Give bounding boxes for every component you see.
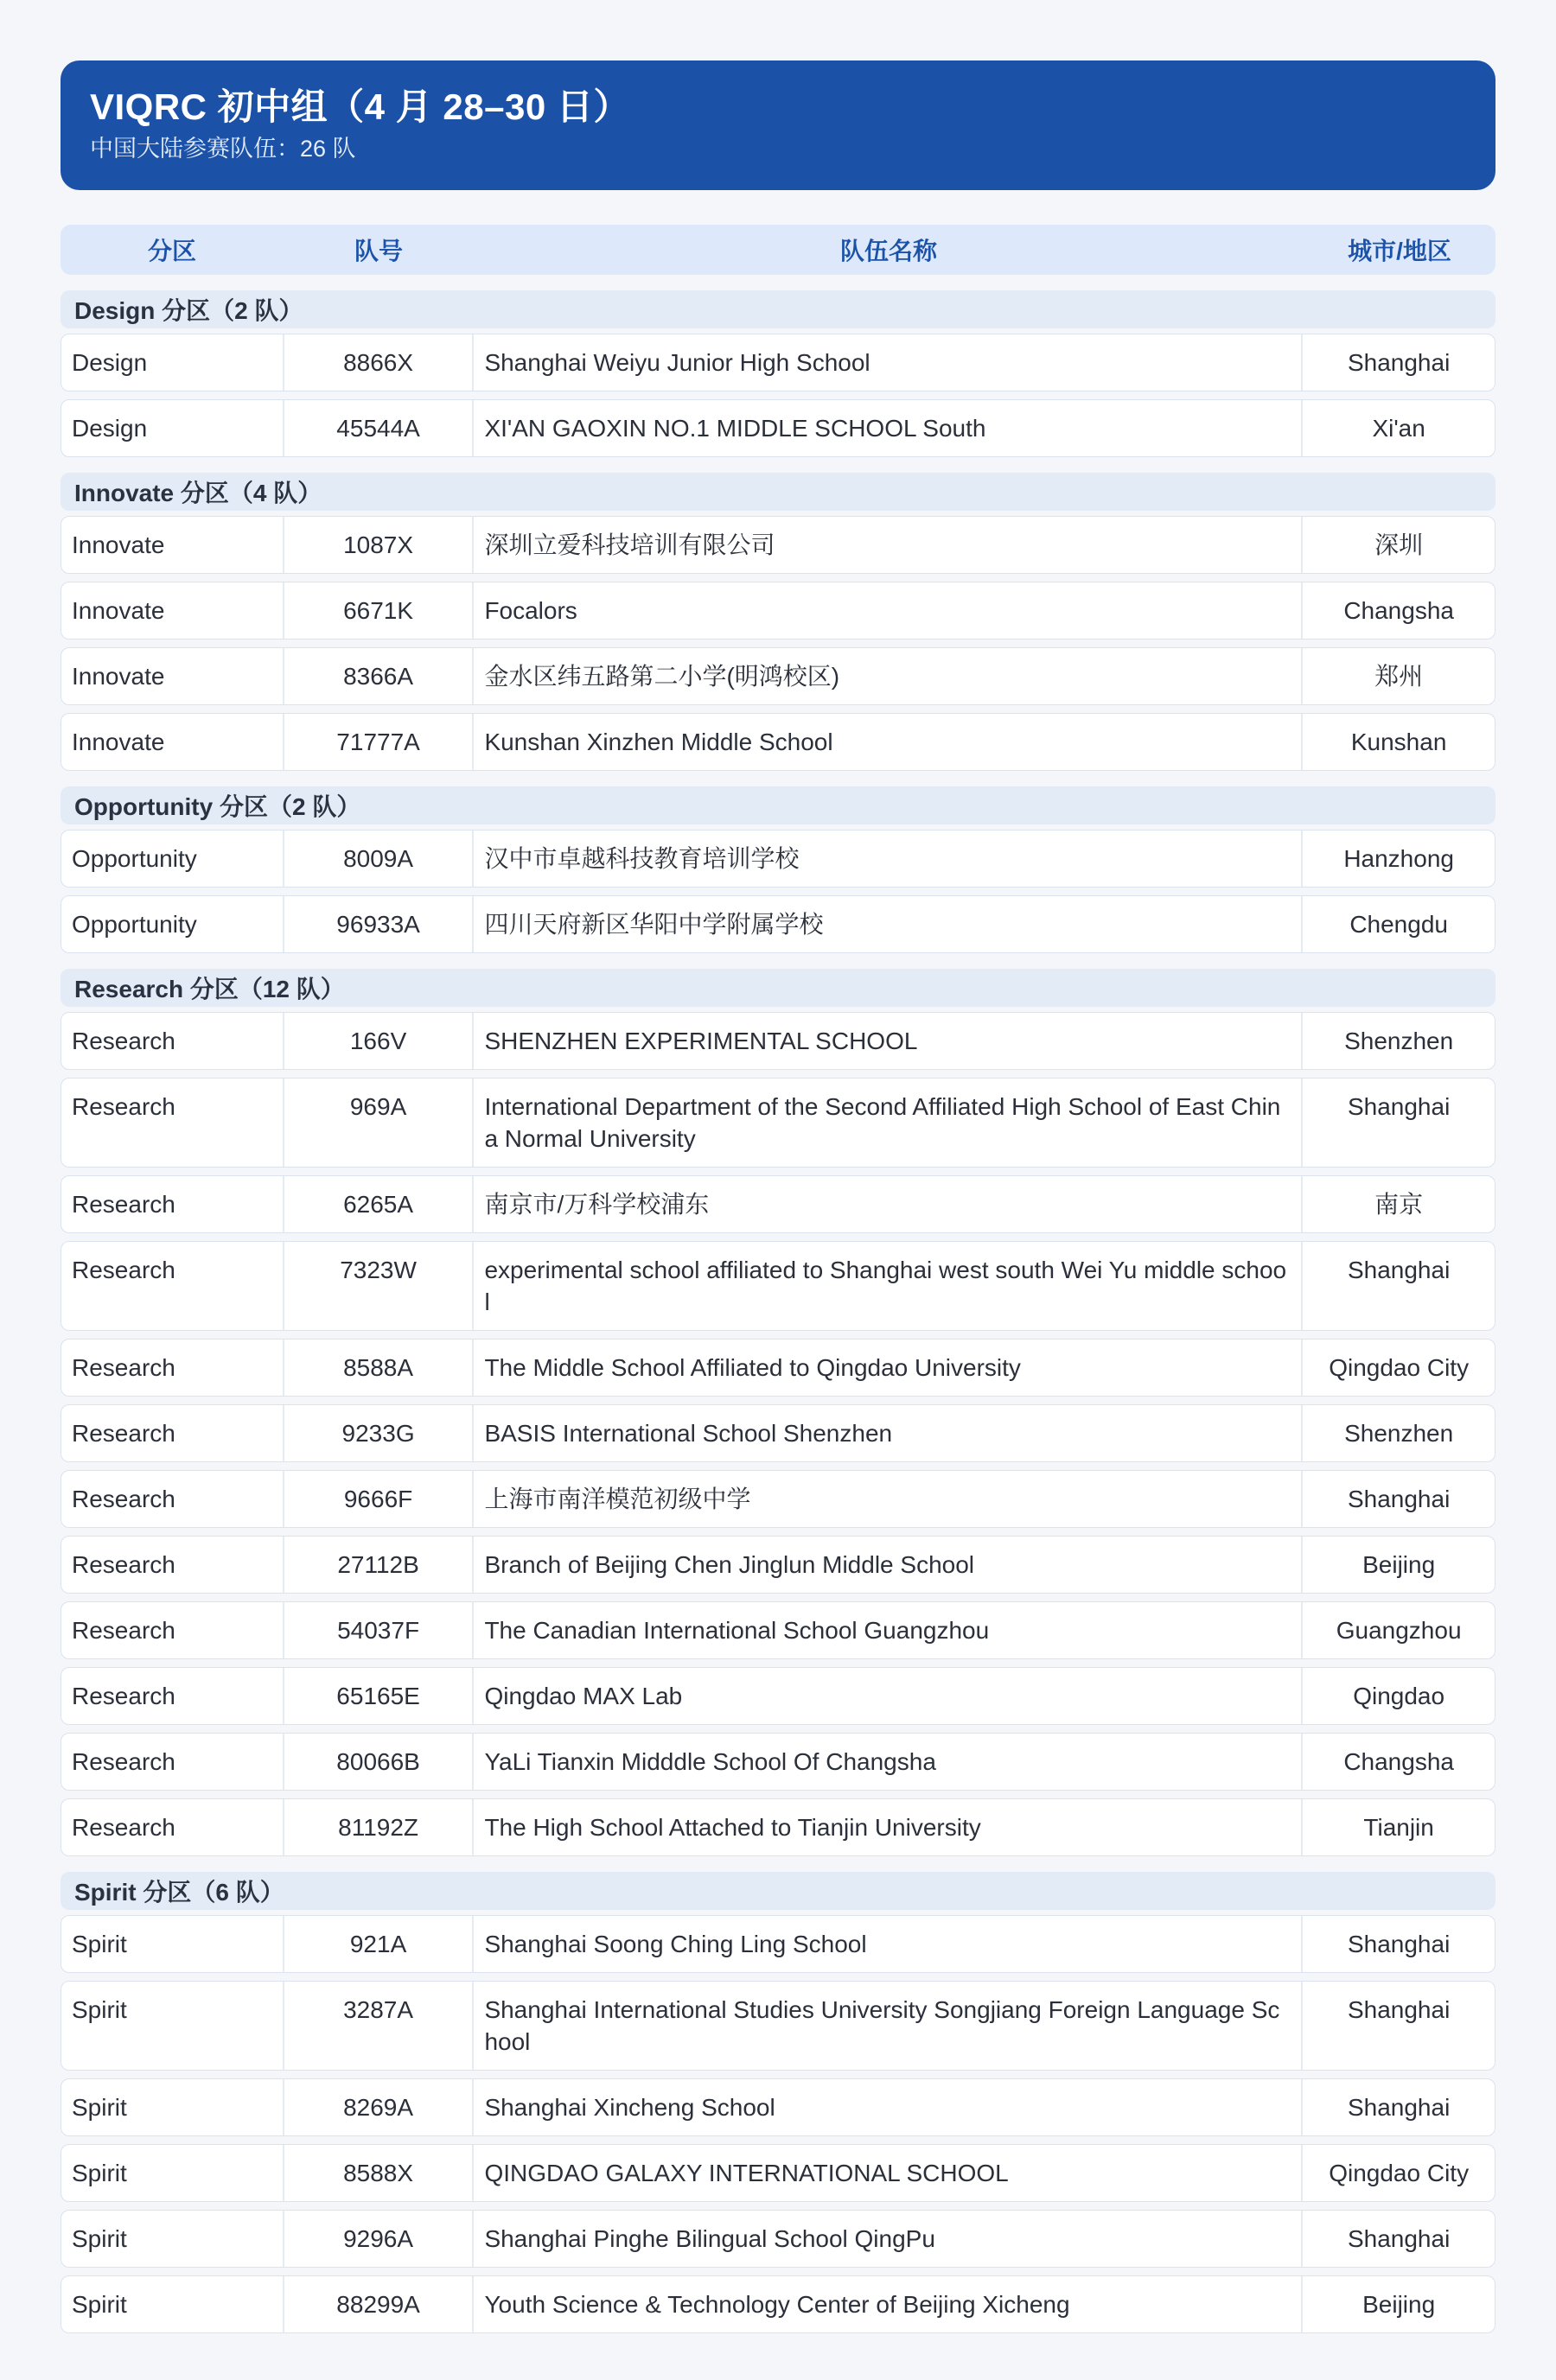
division-cell: Spirit [61,2079,284,2135]
group-title: Spirit 分区（6 队） [61,1872,1495,1910]
division-cell: Design [61,334,284,391]
group-rows [61,830,1495,953]
group-rows [61,1915,1495,2333]
team-name-cell: 四川天府新区华阳中学附属学校 [474,896,1303,952]
table-row [61,1798,1495,1856]
city-cell: Kunshan [1350,729,1447,755]
table-row [61,2210,1495,2268]
team-number-cell: 8269A [284,2079,475,2135]
division-cell: Research [61,1799,284,1855]
team-name-cell: Shanghai Soong Ching Ling School [474,1916,1303,1972]
team-number-cell: 8366A [284,648,475,704]
city-cell: Shanghai [1347,349,1451,376]
division-cell: Spirit [61,2145,284,2201]
table-row [61,2078,1495,2136]
team-number-cell: 9233G [284,1405,475,1461]
table-row [61,1601,1495,1659]
team-name-cell: XI'AN GAOXIN NO.1 MIDDLE SCHOOL South [474,400,1303,456]
column-header-city: 城市/地区 [1348,238,1451,264]
column-header-team-number: 队号 [354,238,403,264]
group-rows [61,1012,1495,1856]
city-cell: Shenzhen [1344,1420,1454,1447]
team-name-cell: YaLi Tianxin Midddle School Of Changsha [474,1734,1303,1790]
team-name-cell: Shanghai Xincheng School [474,2079,1303,2135]
table-row [61,1470,1495,1528]
table-row [61,1981,1495,2071]
division-cell: Innovate [61,517,284,573]
division-cell: Innovate [61,648,284,704]
team-name-cell: Focalors [474,582,1303,639]
table-row [61,399,1495,457]
table-row [61,1339,1495,1397]
team-number-cell: 8588X [284,2145,475,2201]
table-header [61,225,1495,275]
team-name-cell: BASIS International School Shenzhen [474,1405,1303,1461]
division-cell: Spirit [61,1982,284,2070]
team-number-cell: 166V [284,1013,475,1069]
table-row [61,895,1495,953]
city-cell: Shanghai [1347,1486,1451,1512]
division-cell: Spirit [61,2211,284,2267]
team-name-cell: Kunshan Xinzhen Middle School [474,714,1303,770]
team-number-cell: 65165E [284,1668,475,1724]
table-row [61,1175,1495,1233]
column-header-division: 分区 [147,238,196,264]
city-cell: Tianjin [1363,1814,1434,1841]
division-cell: Research [61,1340,284,1396]
team-name-cell: Shanghai Pinghe Bilingual School QingPu [474,2211,1303,2267]
division-cell: Innovate [61,714,284,770]
team-name-cell: Shanghai Weiyu Junior High School [474,334,1303,391]
division-cell: Research [61,1405,284,1461]
table-row [61,1012,1495,1070]
group-title: Research 分区（12 队） [61,969,1495,1007]
city-cell: Beijing [1362,2291,1436,2318]
division-cell: Opportunity [61,896,284,952]
table-row [61,516,1495,574]
team-number-cell: 8866X [284,334,475,391]
city-cell: Changsha [1343,1748,1454,1775]
division-cell: Research [61,1242,284,1330]
table-row [61,713,1495,771]
division-cell: Innovate [61,582,284,639]
team-name-cell: SHENZHEN EXPERIMENTAL SCHOOL [474,1013,1303,1069]
team-number-cell: 54037F [284,1602,475,1658]
team-name-cell: The High School Attached to Tianjin University [474,1799,1303,1855]
city-cell: 郑州 [1374,663,1424,690]
team-number-cell: 81192Z [284,1799,475,1855]
city-cell: Qingdao City [1329,2160,1470,2186]
page-subtitle: 中国大陆参赛队伍：26 队 [90,136,356,162]
group-rows [61,516,1495,771]
city-cell: Shanghai [1347,1093,1451,1120]
city-cell: Shanghai [1347,1931,1451,1957]
division-cell: Spirit [61,2276,284,2332]
team-name-cell: Branch of Beijing Chen Jinglun Middle School [474,1537,1303,1593]
table-row [61,1404,1495,1462]
city-cell: Shanghai [1347,2225,1451,2252]
city-cell: Shenzhen [1344,1028,1454,1054]
table-row [61,1536,1495,1594]
city-cell: Shanghai [1347,1257,1451,1283]
city-cell: Shanghai [1347,1996,1451,2023]
division-cell: Research [61,1602,284,1658]
division-cell: Research [61,1176,284,1232]
table-row [61,1241,1495,1331]
column-header-team-name: 队伍名称 [839,238,937,264]
division-cell: Research [61,1079,284,1167]
table-row [61,647,1495,705]
table-row [61,1915,1495,1973]
team-name-cell: 南京市/万科学校浦东 [474,1176,1303,1232]
team-number-cell: 9666F [284,1471,475,1527]
table-row [61,1733,1495,1791]
city-cell: Hanzhong [1343,845,1454,872]
team-number-cell: 9296A [284,2211,475,2267]
team-number-cell: 45544A [284,400,475,456]
group-rows [61,334,1495,457]
city-cell: 南京 [1374,1191,1424,1218]
team-number-cell: 71777A [284,714,475,770]
team-name-cell: QINGDAO GALAXY INTERNATIONAL SCHOOL [474,2145,1303,2201]
division-cell: Research [61,1471,284,1527]
team-number-cell: 1087X [284,517,475,573]
team-number-cell: 6265A [284,1176,475,1232]
city-cell: Xi'an [1372,415,1425,442]
team-number-cell: 969A [284,1079,475,1167]
team-name-cell: The Middle School Affiliated to Qingdao University [474,1340,1303,1396]
team-number-cell: 88299A [284,2276,475,2332]
city-cell: Qingdao City [1329,1354,1470,1381]
team-number-cell: 6671K [284,582,475,639]
team-name-cell: Shanghai International Studies University Songjiang Foreign Language School [474,1982,1303,2070]
division-cell: Research [61,1537,284,1593]
team-number-cell: 921A [284,1916,475,1972]
city-cell: Guangzhou [1336,1617,1462,1644]
team-name-cell: 金水区纬五路第二小学(明鸿校区) [474,648,1303,704]
group-title: Design 分区（2 队） [61,290,1495,328]
team-number-cell: 27112B [284,1537,475,1593]
city-cell: Shanghai [1347,2094,1451,2121]
table-row [61,1667,1495,1725]
division-cell: Opportunity [61,830,284,887]
city-cell: Changsha [1343,597,1454,624]
team-name-cell: International Department of the Second Affiliated High School of East China Normal University [474,1079,1303,1167]
table-row [61,334,1495,391]
team-name-cell: The Canadian International School Guangzhou [474,1602,1303,1658]
table-row [61,582,1495,640]
page-title: VIQRC 初中组（4 月 28–30 日） [90,86,630,127]
division-cell: Design [61,400,284,456]
team-name-cell: Youth Science & Technology Center of Beijing Xicheng [474,2276,1303,2332]
table-row [61,2144,1495,2202]
city-cell: Chengdu [1349,911,1448,938]
group-title: Opportunity 分区（2 队） [61,786,1495,824]
team-number-cell: 80066B [284,1734,475,1790]
division-cell: Research [61,1668,284,1724]
team-name-cell: 上海市南洋模范初级中学 [474,1471,1303,1527]
team-number-cell: 8009A [284,830,475,887]
team-number-cell: 7323W [284,1242,475,1330]
group-title: Innovate 分区（4 队） [61,473,1495,511]
team-name-cell: 深圳立爱科技培训有限公司 [474,517,1303,573]
city-cell: Qingdao [1353,1683,1445,1709]
city-cell: 深圳 [1374,531,1424,558]
team-table [61,290,1495,2333]
table-row [61,2275,1495,2333]
team-number-cell: 3287A [284,1982,475,2070]
team-name-cell: experimental school affiliated to Shanghai west south Wei Yu middle school [474,1242,1303,1330]
table-row [61,830,1495,888]
city-cell: Beijing [1362,1551,1436,1578]
division-cell: Research [61,1013,284,1069]
team-name-cell: 汉中市卓越科技教育培训学校 [474,830,1303,887]
header-banner [61,60,1495,190]
team-number-cell: 8588A [284,1340,475,1396]
division-cell: Spirit [61,1916,284,1972]
division-cell: Research [61,1734,284,1790]
team-number-cell: 96933A [284,896,475,952]
table-row [61,1078,1495,1168]
team-name-cell: Qingdao MAX Lab [474,1668,1303,1724]
